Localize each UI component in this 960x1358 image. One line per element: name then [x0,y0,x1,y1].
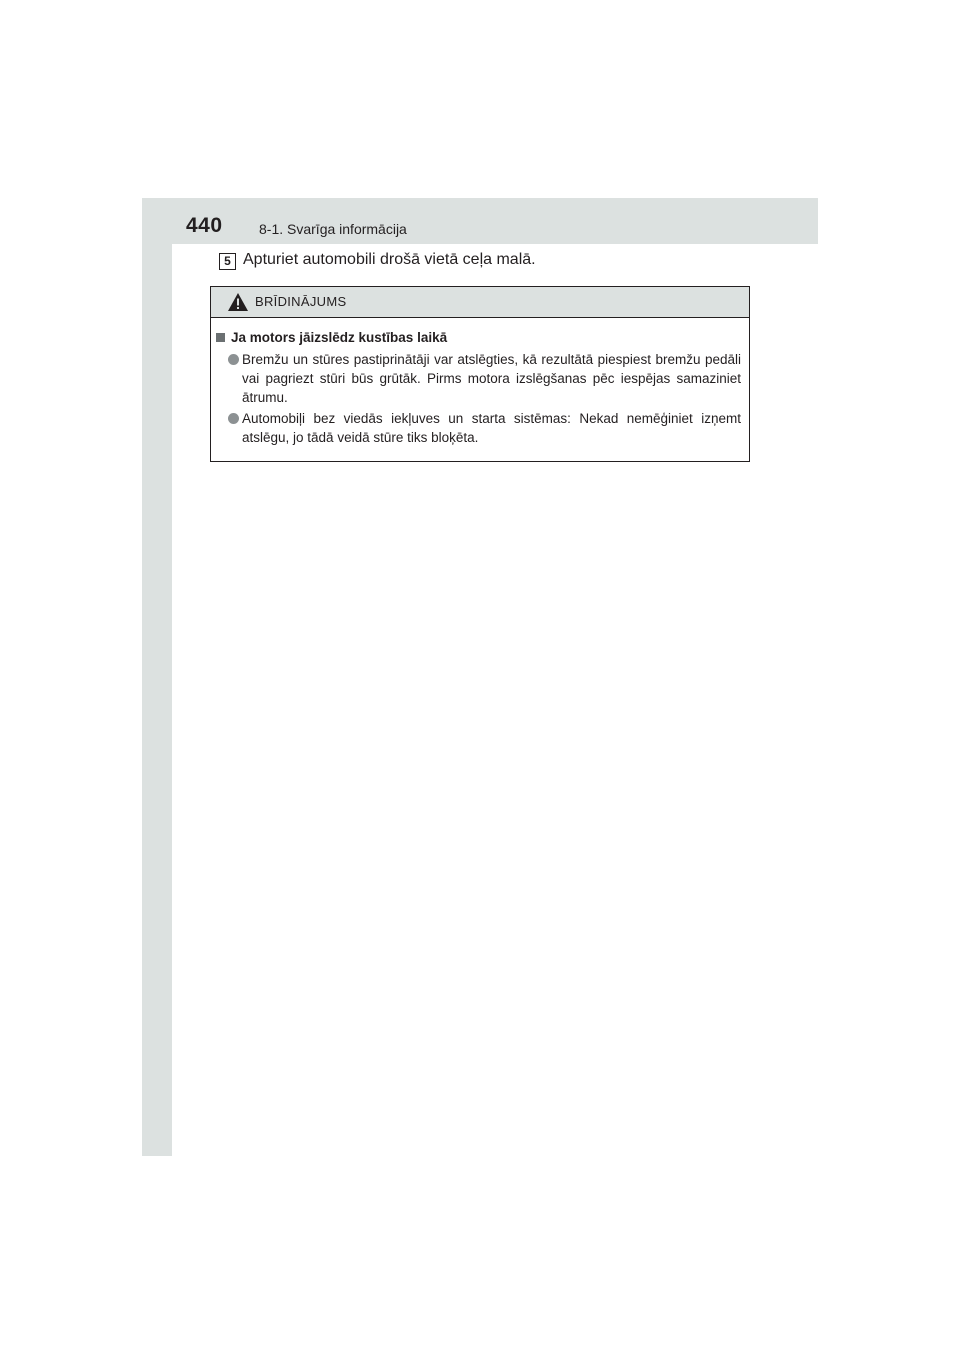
section-title: 8-1. Svarīga informācija [259,221,407,237]
warning-bullet-item [228,350,741,407]
warning-body [211,318,749,461]
warning-bullet-text: Automobiļi bez viedās iekļuves un starta sistēmas: Nekad nemēģiniet izņemt atslēgu, jo tādā veidā stūre tiks bloķēta. [242,411,741,445]
warning-bullet-text: Bremžu un stūres pastiprinātāji var atslēgties, kā rezultātā piespiest bremžu pedāli vai pagriezt stūri būs grūtāk. Pirms motora izslēgšanas pēc iespējas samaziniet ātrumu. [242,352,741,405]
page-number: 440 [186,214,223,237]
warning-box [210,286,750,462]
warning-header [211,287,749,318]
step-text: Apturiet automobili drošā vietā ceļa malā. [243,251,536,268]
round-bullet-icon [228,354,239,365]
header-band [142,198,818,244]
warning-bullet-item [228,409,741,447]
warning-subheading [216,330,447,345]
warning-triangle-icon [227,292,249,312]
warning-title: BRĪDINĀJUMS [255,294,347,309]
square-bullet-icon [216,333,225,342]
round-bullet-icon [228,413,239,424]
warning-subheading-text: Ja motors jāizslēdz kustības laikā [231,330,448,345]
step-number-badge: 5 [219,253,236,270]
side-margin-band [142,198,172,1156]
